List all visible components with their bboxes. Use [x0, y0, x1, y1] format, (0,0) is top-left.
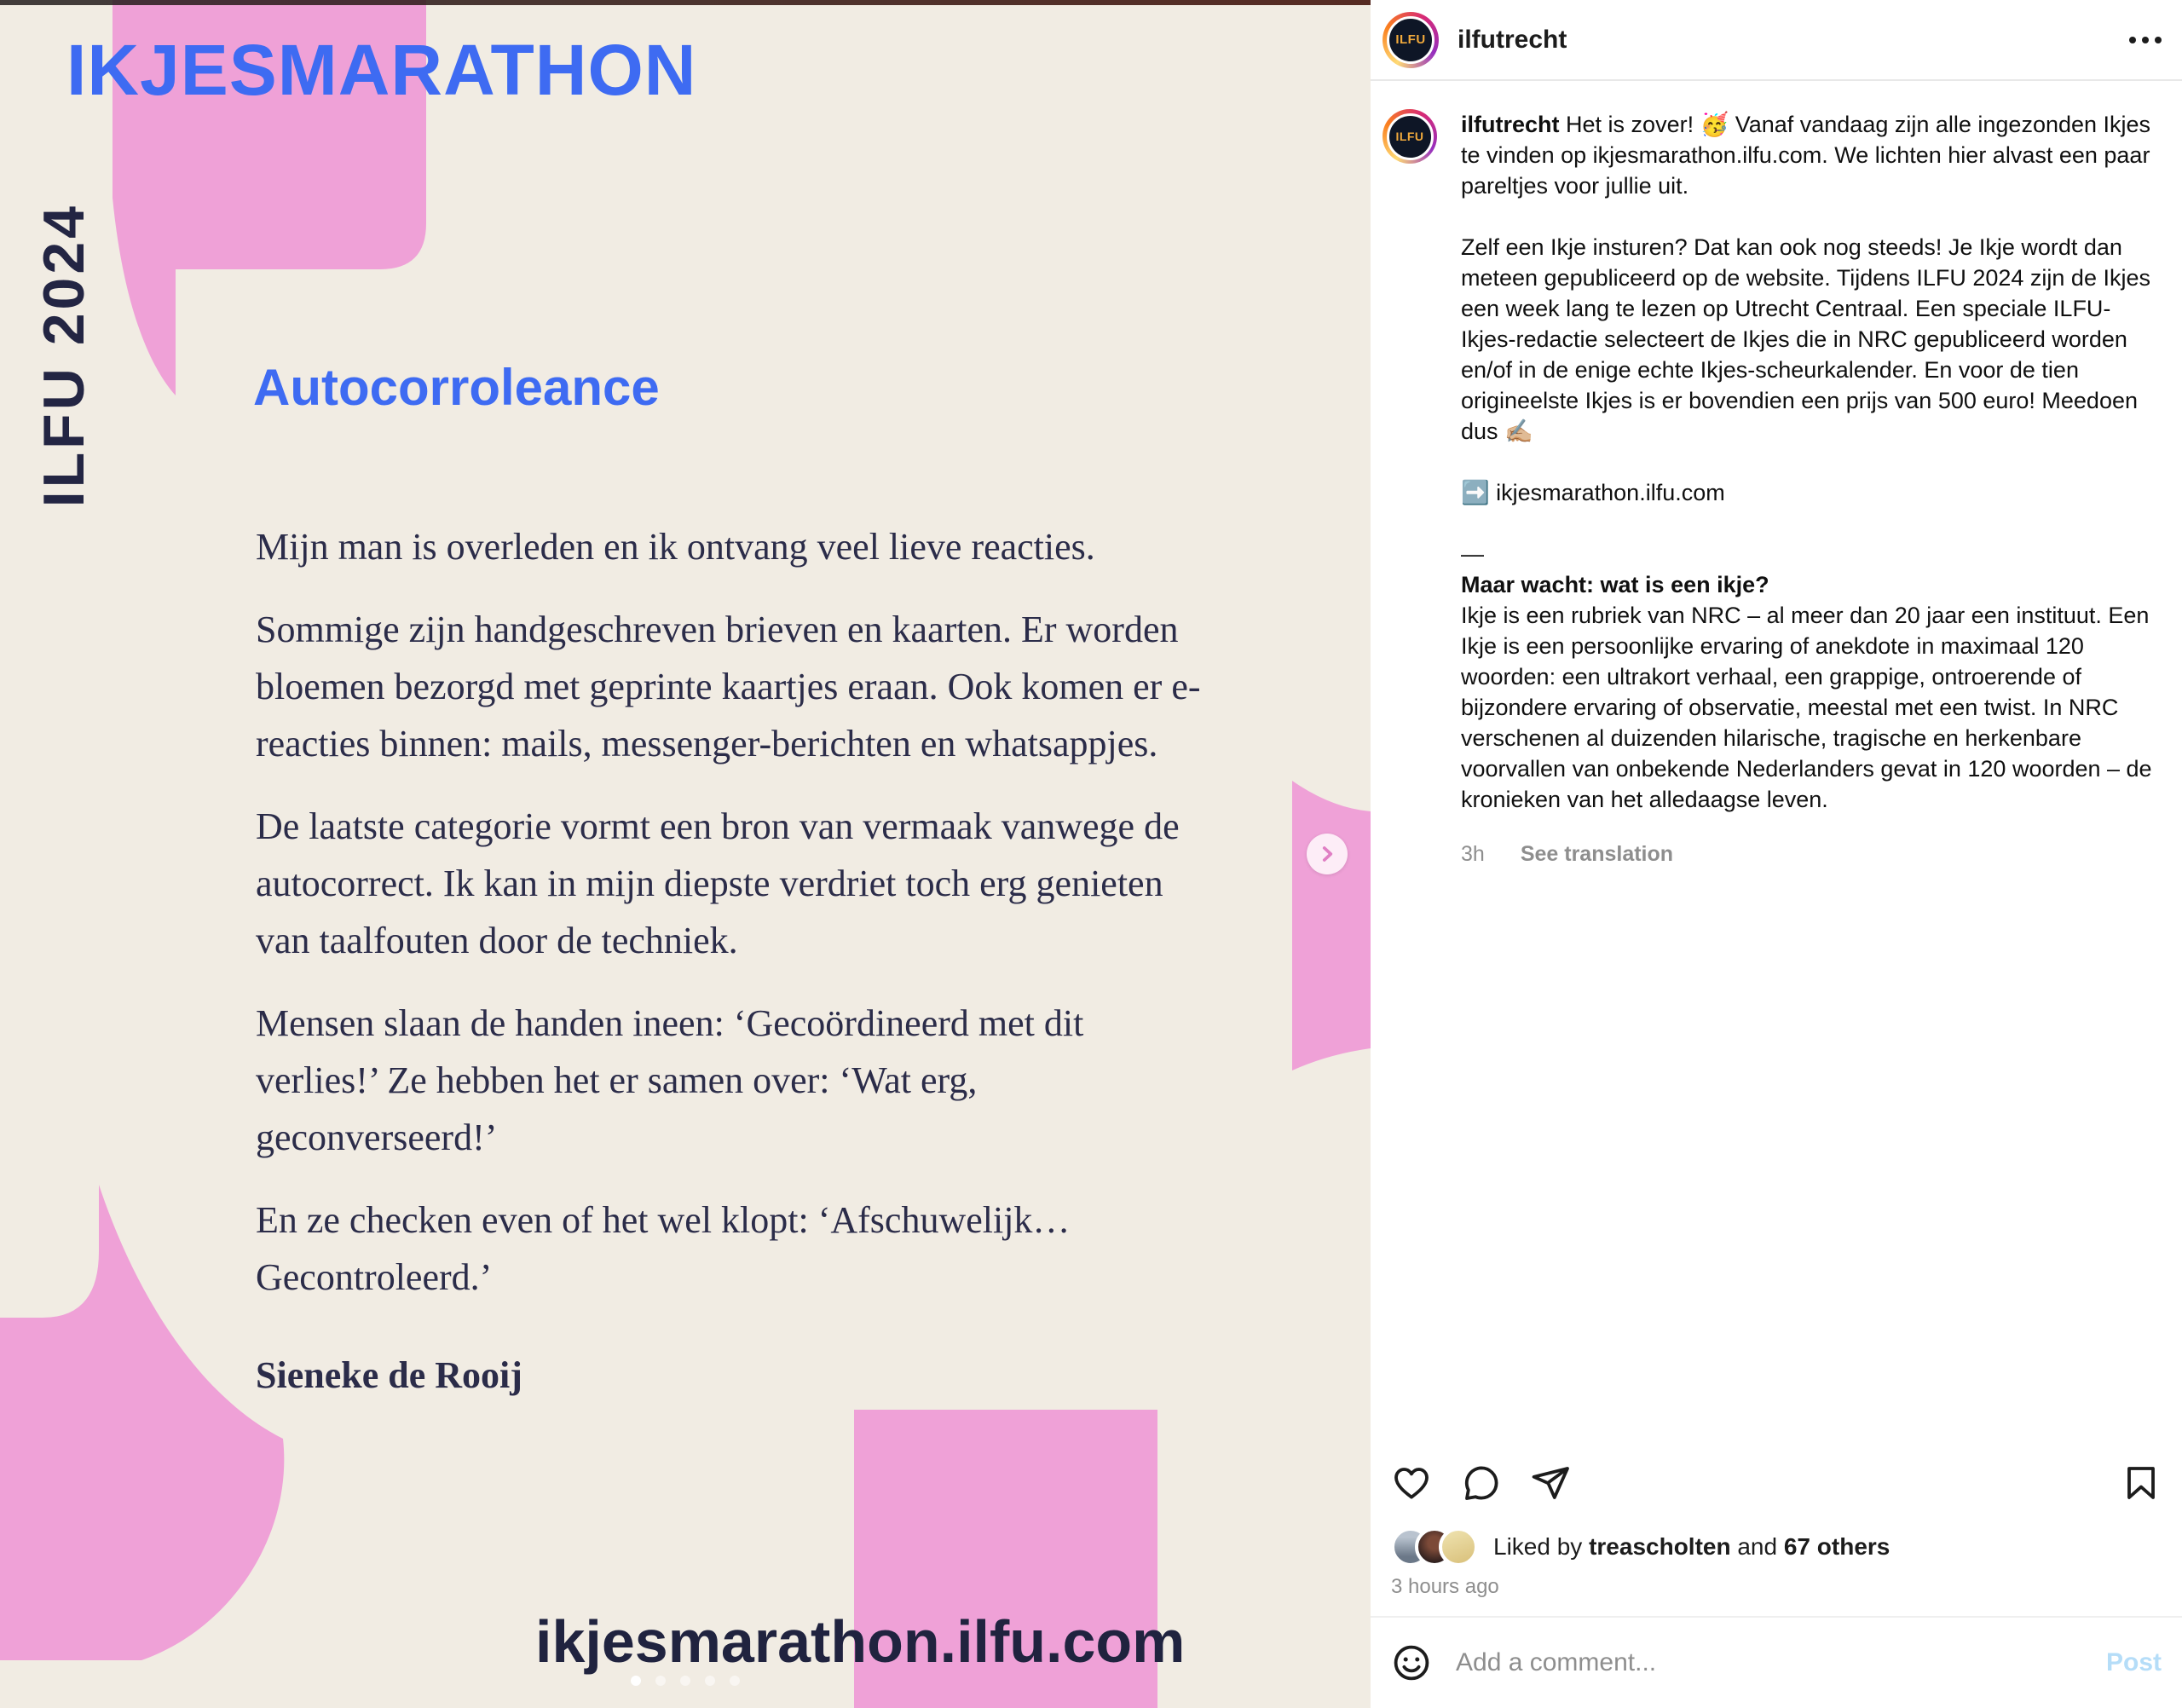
other-likers-link[interactable]: 67 others: [1783, 1533, 1890, 1560]
liker-username-link[interactable]: treascholten: [1589, 1533, 1731, 1560]
add-comment-row: [1371, 1616, 2182, 1708]
post-detail-panel: [1371, 0, 2182, 1708]
caption-text: [1461, 109, 2172, 869]
story-paragraph: Sommige zijn handgeschreven brieven en kaarten. Er worden bloemen bezorgd met geprinte kaartjes eraan. Ook komen er e-reacties binnen: mails, messenger-berichten en whatsappjes.: [256, 609, 1201, 765]
carousel-dot[interactable]: [730, 1676, 740, 1686]
like-button[interactable]: [1391, 1463, 1432, 1503]
comment-icon: [1461, 1463, 1502, 1503]
comment-input[interactable]: [1454, 1647, 2106, 1678]
story-title: Autocorroleance: [253, 359, 660, 416]
ilfu-logo: ILFU: [1387, 113, 1434, 160]
action-bar: [1371, 1452, 2182, 1514]
share-icon: [1531, 1463, 1572, 1503]
share-button[interactable]: [1531, 1463, 1572, 1503]
story-author: Sieneke de Rooij: [256, 1354, 522, 1396]
comment-button[interactable]: [1461, 1463, 1502, 1503]
avatar[interactable]: [1383, 12, 1439, 68]
edition-label: ILFU 2024: [32, 203, 96, 508]
post-footer: [1371, 1452, 2182, 1708]
caption-username[interactable]: ilfutrecht: [1461, 112, 1560, 137]
story-paragraph: Mijn man is overleden en ik ontvang veel lieve reacties.: [256, 526, 1095, 568]
caption-link-line[interactable]: ➡️ ikjesmarathon.ilfu.com: [1461, 480, 1725, 505]
time-short: 3h: [1461, 842, 1485, 866]
caption-about: Ikje is een rubriek van NRC – al meer dan 20 jaar een instituut. Een Ikje is een persoonlijke ervaring of anekdote in maximaal 120 woorden: een ultrakort verhaal, een grappige, ontroerende of bijzondere ervaring of observatie, meestal met een twist. In NRC verschenen al duizenden hilarische, tragische en herkenbare voorvallen van onbekende Nederlanders gevat in 120 woorden – de kronieken van het alledaagse leven.: [1461, 603, 2152, 812]
chevron-right-icon: [1316, 843, 1338, 865]
caption-separator: —: [1461, 541, 1484, 567]
avatar[interactable]: [1383, 109, 1437, 164]
heart-icon: [1391, 1463, 1432, 1503]
timestamp[interactable]: 3 hours ago: [1391, 1575, 1499, 1598]
likes-summary: [1493, 1533, 1890, 1561]
bookmark-icon: [2121, 1463, 2162, 1503]
likes-row: [1371, 1514, 2182, 1567]
image-top-edge: [0, 0, 1371, 5]
campaign-title: IKJESMARATHON: [66, 30, 697, 110]
carousel-dot[interactable]: [680, 1676, 690, 1686]
save-button[interactable]: [2121, 1463, 2162, 1503]
caption-paragraph: Zelf een Ikje insturen? Dat kan ook nog steeds! Je Ikje wordt dan meteen gepubliceerd op de website. Tijdens ILFU 2024 zijn de Ikjes een week lang te lezen op Utrecht Centraal. Een speciale ILFU-Ikjes-redactie selecteert de Ikjes die in NRC gepubliceerd worden en/of in de enige echte Ikjes-scheurkalender. En voor de tien origineelste Ikjes is er bovendien een prijs van 500 euro! Meedoen dus ✍🏼: [1461, 234, 2150, 444]
story-paragraph: De laatste categorie vormt een bron van vermaak vanwege de autocorrect. Ik kan in mijn diepste verdriet toch erg genieten van taalfouten door de techniek.: [256, 805, 1180, 961]
story-text: [256, 518, 1215, 1331]
avatar[interactable]: [1439, 1527, 1478, 1567]
carousel-dots[interactable]: [0, 1676, 1371, 1686]
website-url: ikjesmarathon.ilfu.com: [535, 1608, 1186, 1675]
carousel-dot[interactable]: [655, 1676, 666, 1686]
caption-subheading: Maar wacht: wat is een ikje?: [1461, 572, 1769, 597]
post-comment-button[interactable]: Post: [2105, 1648, 2162, 1676]
liker-avatars[interactable]: [1391, 1527, 1478, 1567]
caption-block: [1383, 109, 2172, 869]
ilfu-logo: ILFU: [1387, 16, 1434, 64]
likes-and: and: [1737, 1533, 1778, 1560]
carousel-dot[interactable]: [705, 1676, 715, 1686]
more-options-icon[interactable]: [2129, 37, 2162, 43]
smiley-icon[interactable]: [1391, 1642, 1432, 1683]
see-translation-button[interactable]: See translation: [1520, 842, 1674, 866]
story-paragraph: En ze checken even of het wel klopt: ‘Afschuwelijk… Gecontroleerd.’: [256, 1199, 1071, 1298]
carousel-next-button[interactable]: [1307, 834, 1348, 874]
story-paragraph: Mensen slaan de handen ineen: ‘Gecoördineerd met dit verlies!’ Ze hebben het er samen over: ‘Wat erg, geconverseerd!’: [256, 1002, 1084, 1158]
username-link[interactable]: ilfutrecht: [1458, 25, 1567, 54]
likes-prefix: Liked by: [1493, 1533, 1583, 1560]
carousel-dot[interactable]: [631, 1676, 641, 1686]
caption-intro: Het is zover! 🥳 Vanaf vandaag zijn alle ingezonden Ikjes te vinden op ikjesmarathon.ilfu.com. We lichten hier alvast een paar pareltjes voor jullie uit.: [1461, 112, 2151, 199]
post-header: [1371, 0, 2182, 81]
